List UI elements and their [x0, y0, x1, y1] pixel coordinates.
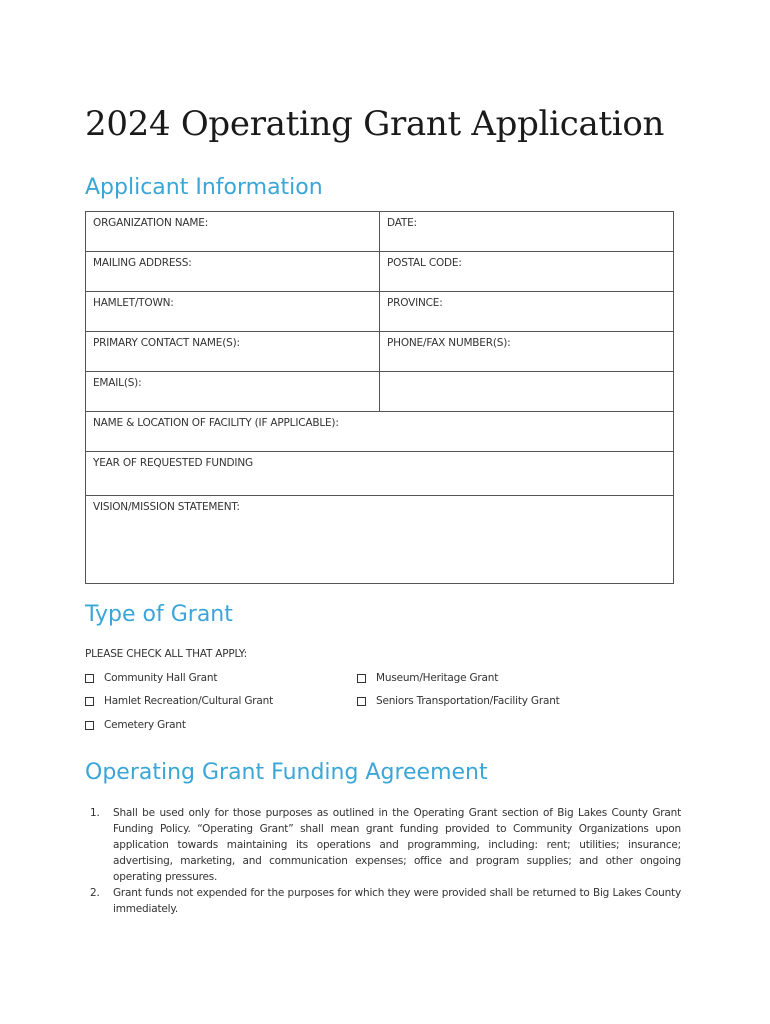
grant-option-label: Museum/Heritage Grant: [376, 672, 499, 684]
type-of-grant-heading: Type of Grant: [85, 602, 233, 627]
agreement-item-text: Shall be used only for those purposes as outlined in the Operating Grant section of Big Lakes County Grant Funding Policy. “Operating Grant” shall mean grant funding provided to Community Organizations upon application towards maintaining its operations and programming, including: rent; utilities; insurance; advertising, marketing, and communication expenses; office and program supplies; and other ongoing operating pressures.: [113, 807, 681, 883]
date-field[interactable]: DATE:: [380, 212, 674, 252]
organization-name-field[interactable]: ORGANIZATION NAME:: [86, 212, 380, 252]
agreement-list: [85, 805, 681, 917]
postal-code-field[interactable]: POSTAL CODE:: [380, 252, 674, 292]
primary-contact-name-field[interactable]: PRIMARY CONTACT NAME(S):: [86, 332, 380, 372]
checkbox-icon[interactable]: [357, 697, 366, 706]
facility-name-location-field[interactable]: NAME & LOCATION OF FACILITY (IF APPLICABLE):: [86, 412, 674, 452]
agreement-item: [85, 805, 681, 885]
applicant-information-heading: Applicant Information: [85, 175, 323, 200]
grant-option-community-hall[interactable]: [85, 672, 217, 684]
checkbox-icon[interactable]: [85, 674, 94, 683]
funding-agreement-heading: Operating Grant Funding Agreement: [85, 760, 488, 785]
province-field[interactable]: PROVINCE:: [380, 292, 674, 332]
checkbox-icon[interactable]: [85, 721, 94, 730]
vision-mission-statement-field[interactable]: VISION/MISSION STATEMENT:: [86, 496, 674, 584]
checkbox-icon[interactable]: [357, 674, 366, 683]
check-all-instruction: PLEASE CHECK ALL THAT APPLY:: [85, 648, 247, 660]
grant-option-label: Community Hall Grant: [104, 672, 218, 684]
grant-option-museum-heritage[interactable]: [357, 672, 498, 684]
agreement-item: [85, 885, 681, 917]
checkbox-icon[interactable]: [85, 697, 94, 706]
agreement-item-number: 1.: [90, 807, 100, 819]
grant-option-seniors-transportation-facility[interactable]: [357, 695, 560, 707]
document-title: 2024 Operating Grant Application: [85, 104, 665, 144]
year-of-requested-funding-field[interactable]: YEAR OF REQUESTED FUNDING: [86, 452, 674, 496]
grant-option-label: Hamlet Recreation/Cultural Grant: [104, 695, 274, 707]
empty-cell: [380, 372, 674, 412]
mailing-address-field[interactable]: MAILING ADDRESS:: [86, 252, 380, 292]
agreement-item-number: 2.: [90, 887, 100, 899]
grant-option-label: Cemetery Grant: [104, 719, 186, 731]
grant-option-hamlet-recreation-cultural[interactable]: [85, 695, 273, 707]
grant-option-label: Seniors Transportation/Facility Grant: [376, 695, 560, 707]
hamlet-town-field[interactable]: HAMLET/TOWN:: [86, 292, 380, 332]
phone-fax-number-field[interactable]: PHONE/FAX NUMBER(S):: [380, 332, 674, 372]
grant-option-cemetery[interactable]: [85, 719, 186, 731]
email-field[interactable]: EMAIL(S):: [86, 372, 380, 412]
applicant-information-table: [85, 211, 674, 584]
agreement-item-text: Grant funds not expended for the purposes for which they were provided shall be returned to Big Lakes County immediately.: [113, 887, 681, 915]
